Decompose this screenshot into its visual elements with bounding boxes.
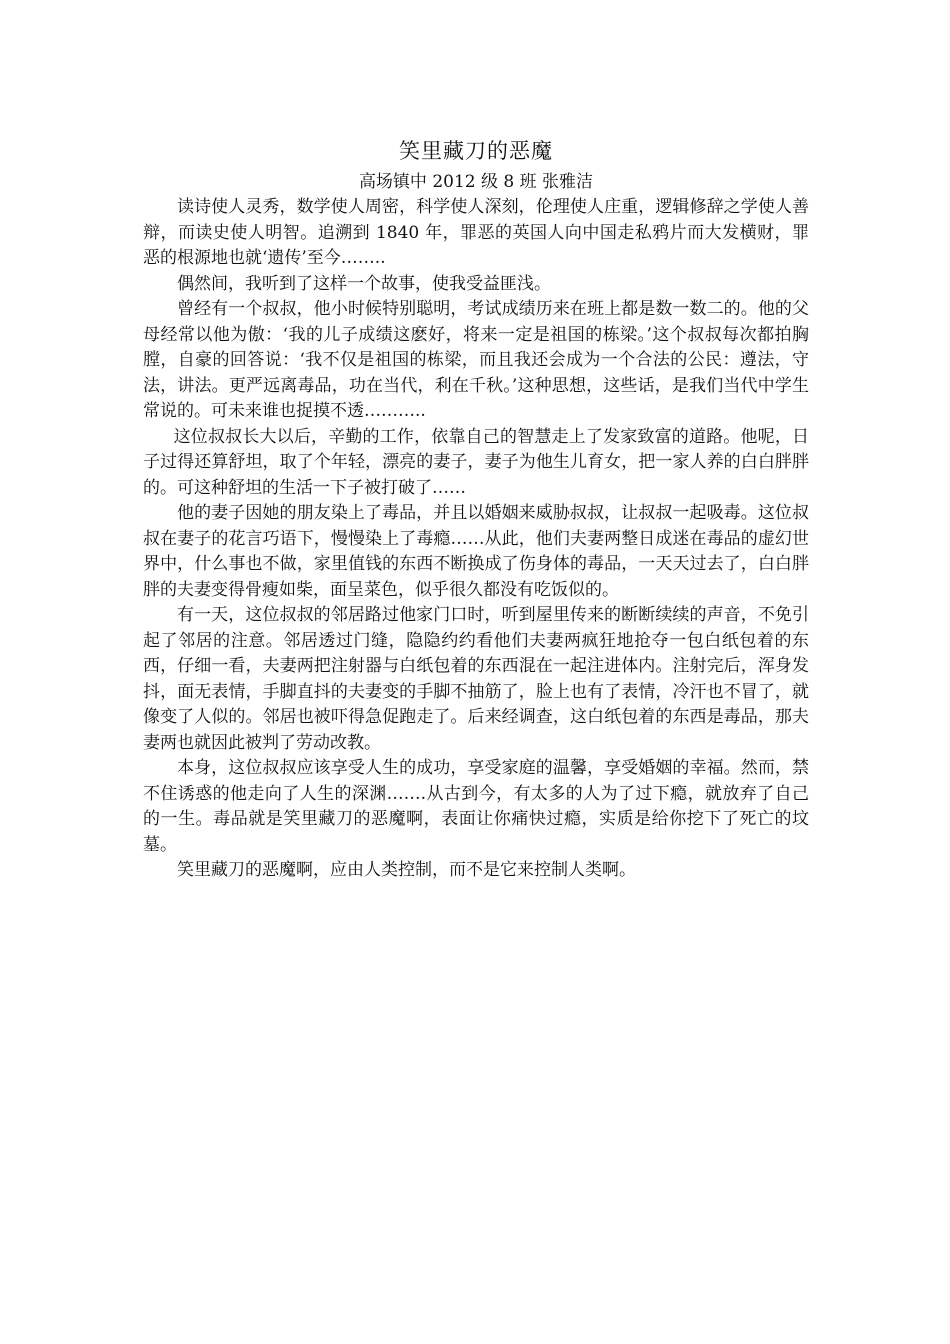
essay-byline: 高场镇中 2012 级 8 班 张雅洁 [358, 172, 594, 192]
paragraph-7: 本身，这位叔叔应该享受人生的成功，享受家庭的温馨，享受婚姻的幸福。然而，禁不住诱惑的他走向了人生的深渊…….从古到今，有太多的人为了过下瘾，就放弃了自己的一生。毒品就是笑里藏刀的恶魔啊，表面让你痛快过瘾，实质是给你挖下了死亡的坟墓。 [143, 758, 809, 855]
paragraph-1: 读诗使人灵秀，数学使人周密，科学使人深刻，伦理使人庄重，逻辑修辞之学使人善辩，而读史使人明智。追溯到 1840 年，罪恶的英国人向中国走私鸦片而大发横财，罪恶的根源地也就‘遗传’至今…….. [143, 197, 809, 268]
paragraph-5: 他的妻子因她的朋友染上了毒品，并且以婚姻来威胁叔叔，让叔叔一起吸毒。这位叔叔在妻子的花言巧语下，慢慢染上了毒瘾……从此，他们夫妻两整日成迷在毒品的虚幻世界中，什么事也不做，家里值钱的东西不断换成了伤身体的毒品，一天天过去了，白白胖胖的夫妻变得骨瘦如柴，面呈菜色，似乎很久都没有吃饭似的。 [143, 503, 809, 600]
essay-body [143, 133, 809, 884]
paragraph-2: 偶然间，我听到了这样一个故事，使我受益匪浅。 [177, 273, 551, 294]
essay-title: 笑里藏刀的恶魔 [399, 139, 553, 163]
paragraph-4: 这位叔叔长大以后，辛勤的工作，依靠自己的智慧走上了发家致富的道路。他呢，日子过得还算舒坦，取了个年轻，漂亮的妻子，妻子为他生儿育女，把一家人养的白白胖胖的。可这种舒坦的生活一下子被打破了…… [143, 426, 809, 498]
paragraph-6: 有一天，这位叔叔的邻居路过他家门口时，听到屋里传来的断断续续的声音，不免引起了邻居的注意。邻居透过门缝，隐隐约约看他们夫妻两疯狂地抢夺一包白纸包着的东西，仔细一看，夫妻两把注射器与白纸包着的东西混在一起注进体内。注射完后，浑身发抖，面无表情，手脚直抖的夫妻变的手脚不抽筋了，脸上也有了表情，冷汗也不冒了，就像变了人似的。邻居也被吓得急促跑走了。后来经调查，这白纸包着的东西是毒品，那夫妻两也就因此被判了劳动改教。 [143, 605, 809, 753]
paragraph-3: 曾经有一个叔叔，他小时候特别聪明，考试成绩历来在班上都是数一数二的。他的父母经常以他为傲：‘我的儿子成绩这麽好，将来一定是祖国的栋梁。’这个叔叔每次都拍胸膛，自豪的回答说：‘我不仅是祖国的栋梁，而且我还会成为一个合法的公民：遵法，守法，讲法。更严远离毒品，功在当代，利在千秋。’这种思想，这些话，是我们当代中学生常说的。可未来谁也捉摸不透……….. [143, 299, 809, 421]
paragraph-8: 笑里藏刀的恶魔啊，应由人类控制，而不是它来控制人类啊。 [177, 860, 636, 880]
